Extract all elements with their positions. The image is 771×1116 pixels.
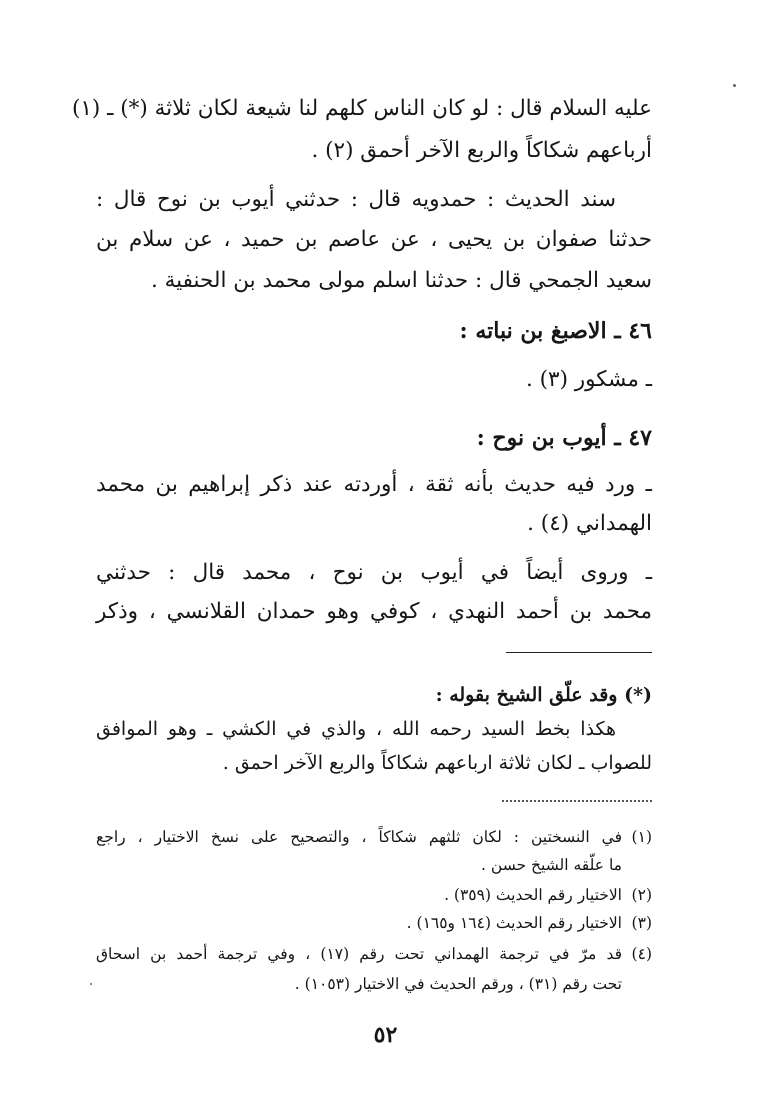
book-page bbox=[71, 0, 652, 1116]
footnote-1 bbox=[96, 826, 652, 848]
dotted-separator bbox=[502, 800, 652, 802]
body-line-2: أرباعهم شكاكاً والربع الآخر أحمق (٢) . bbox=[311, 138, 652, 163]
footnote-separator bbox=[506, 652, 652, 653]
star-note-line-1: هكذا بخط السيد رحمه الله ، والذي في الكشي ـ وهو الموافق bbox=[96, 718, 616, 740]
footnote-text: الاختيار رقم الحديث (٣٥٩) . bbox=[444, 886, 622, 904]
footnote-1-cont: ما علّقه الشيخ حسن . bbox=[481, 856, 622, 874]
body-line-3: سند الحديث : حمدويه قال : حدثني أيوب بن نوح قال : bbox=[96, 187, 616, 212]
footnote-number: (١) bbox=[631, 828, 652, 846]
body-line-5: سعيد الجمحي قال : حدثنا اسلم مولى محمد بن الحنفية . bbox=[150, 268, 652, 293]
footnote-2 bbox=[96, 884, 652, 906]
footnote-4 bbox=[96, 943, 652, 965]
footnote-3 bbox=[96, 912, 652, 934]
star-note-line-2: للصواب ـ لكان ثلاثة ارباعهم شكاكاً والربع الآخر احمق . bbox=[222, 752, 652, 774]
entry-46-heading: ٤٦ ـ الاصبغ بن نباته : bbox=[459, 318, 652, 344]
page-number: ٥٢ bbox=[373, 1022, 398, 1048]
footnote-4-cont: تحت رقم (٣١) ، ورقم الحديث في الاختيار (١٠٥٣) . bbox=[294, 975, 622, 993]
entry-47-heading: ٤٧ ـ أيوب بن نوح : bbox=[476, 425, 652, 451]
star-note-heading: (*) وقد علّق الشيخ بقوله : bbox=[435, 684, 652, 706]
entry-47-line-1: ـ ورد فيه حديث بأنه ثقة ، أوردته عند ذكر إبراهيم بن محمد bbox=[96, 472, 652, 497]
footnote-text: الاختيار رقم الحديث (١٦٤ و١٦٥) . bbox=[406, 914, 622, 932]
footnote-text: قد مرّ في ترجمة الهمداني تحت رقم (١٧) ، وفي ترجمة أحمد بن اسحاق bbox=[96, 945, 622, 963]
entry-47-line-4: محمد بن أحمد النهدي ، كوفي وهو حمدان القلانسي ، وذكر bbox=[96, 599, 652, 624]
scan-speck bbox=[733, 84, 736, 87]
footnote-number: (٣) bbox=[631, 914, 652, 932]
footnote-text: في النسختين : لكان ثلثهم شكاكاً ، والتصحيح على نسخ الاختيار ، راجع bbox=[96, 828, 622, 846]
entry-46-line: ـ مشكور (٣) . bbox=[525, 367, 652, 392]
body-line-4: حدثنا صفوان بن يحيى ، عن عاصم بن حميد ، عن سلام بن bbox=[96, 227, 652, 252]
entry-47-line-3: ـ وروى أيضاً في أيوب بن نوح ، محمد قال : حدثني bbox=[96, 560, 652, 585]
scan-speck bbox=[90, 983, 92, 985]
footnote-number: (٢) bbox=[631, 886, 652, 904]
footnote-number: (٤) bbox=[631, 945, 652, 963]
body-line-1: عليه السلام قال : لو كان الناس كلهم لنا شيعة لكان ثلاثة (*) ـ (١) bbox=[71, 96, 652, 121]
entry-47-line-2: الهمداني (٤) . bbox=[527, 511, 652, 536]
